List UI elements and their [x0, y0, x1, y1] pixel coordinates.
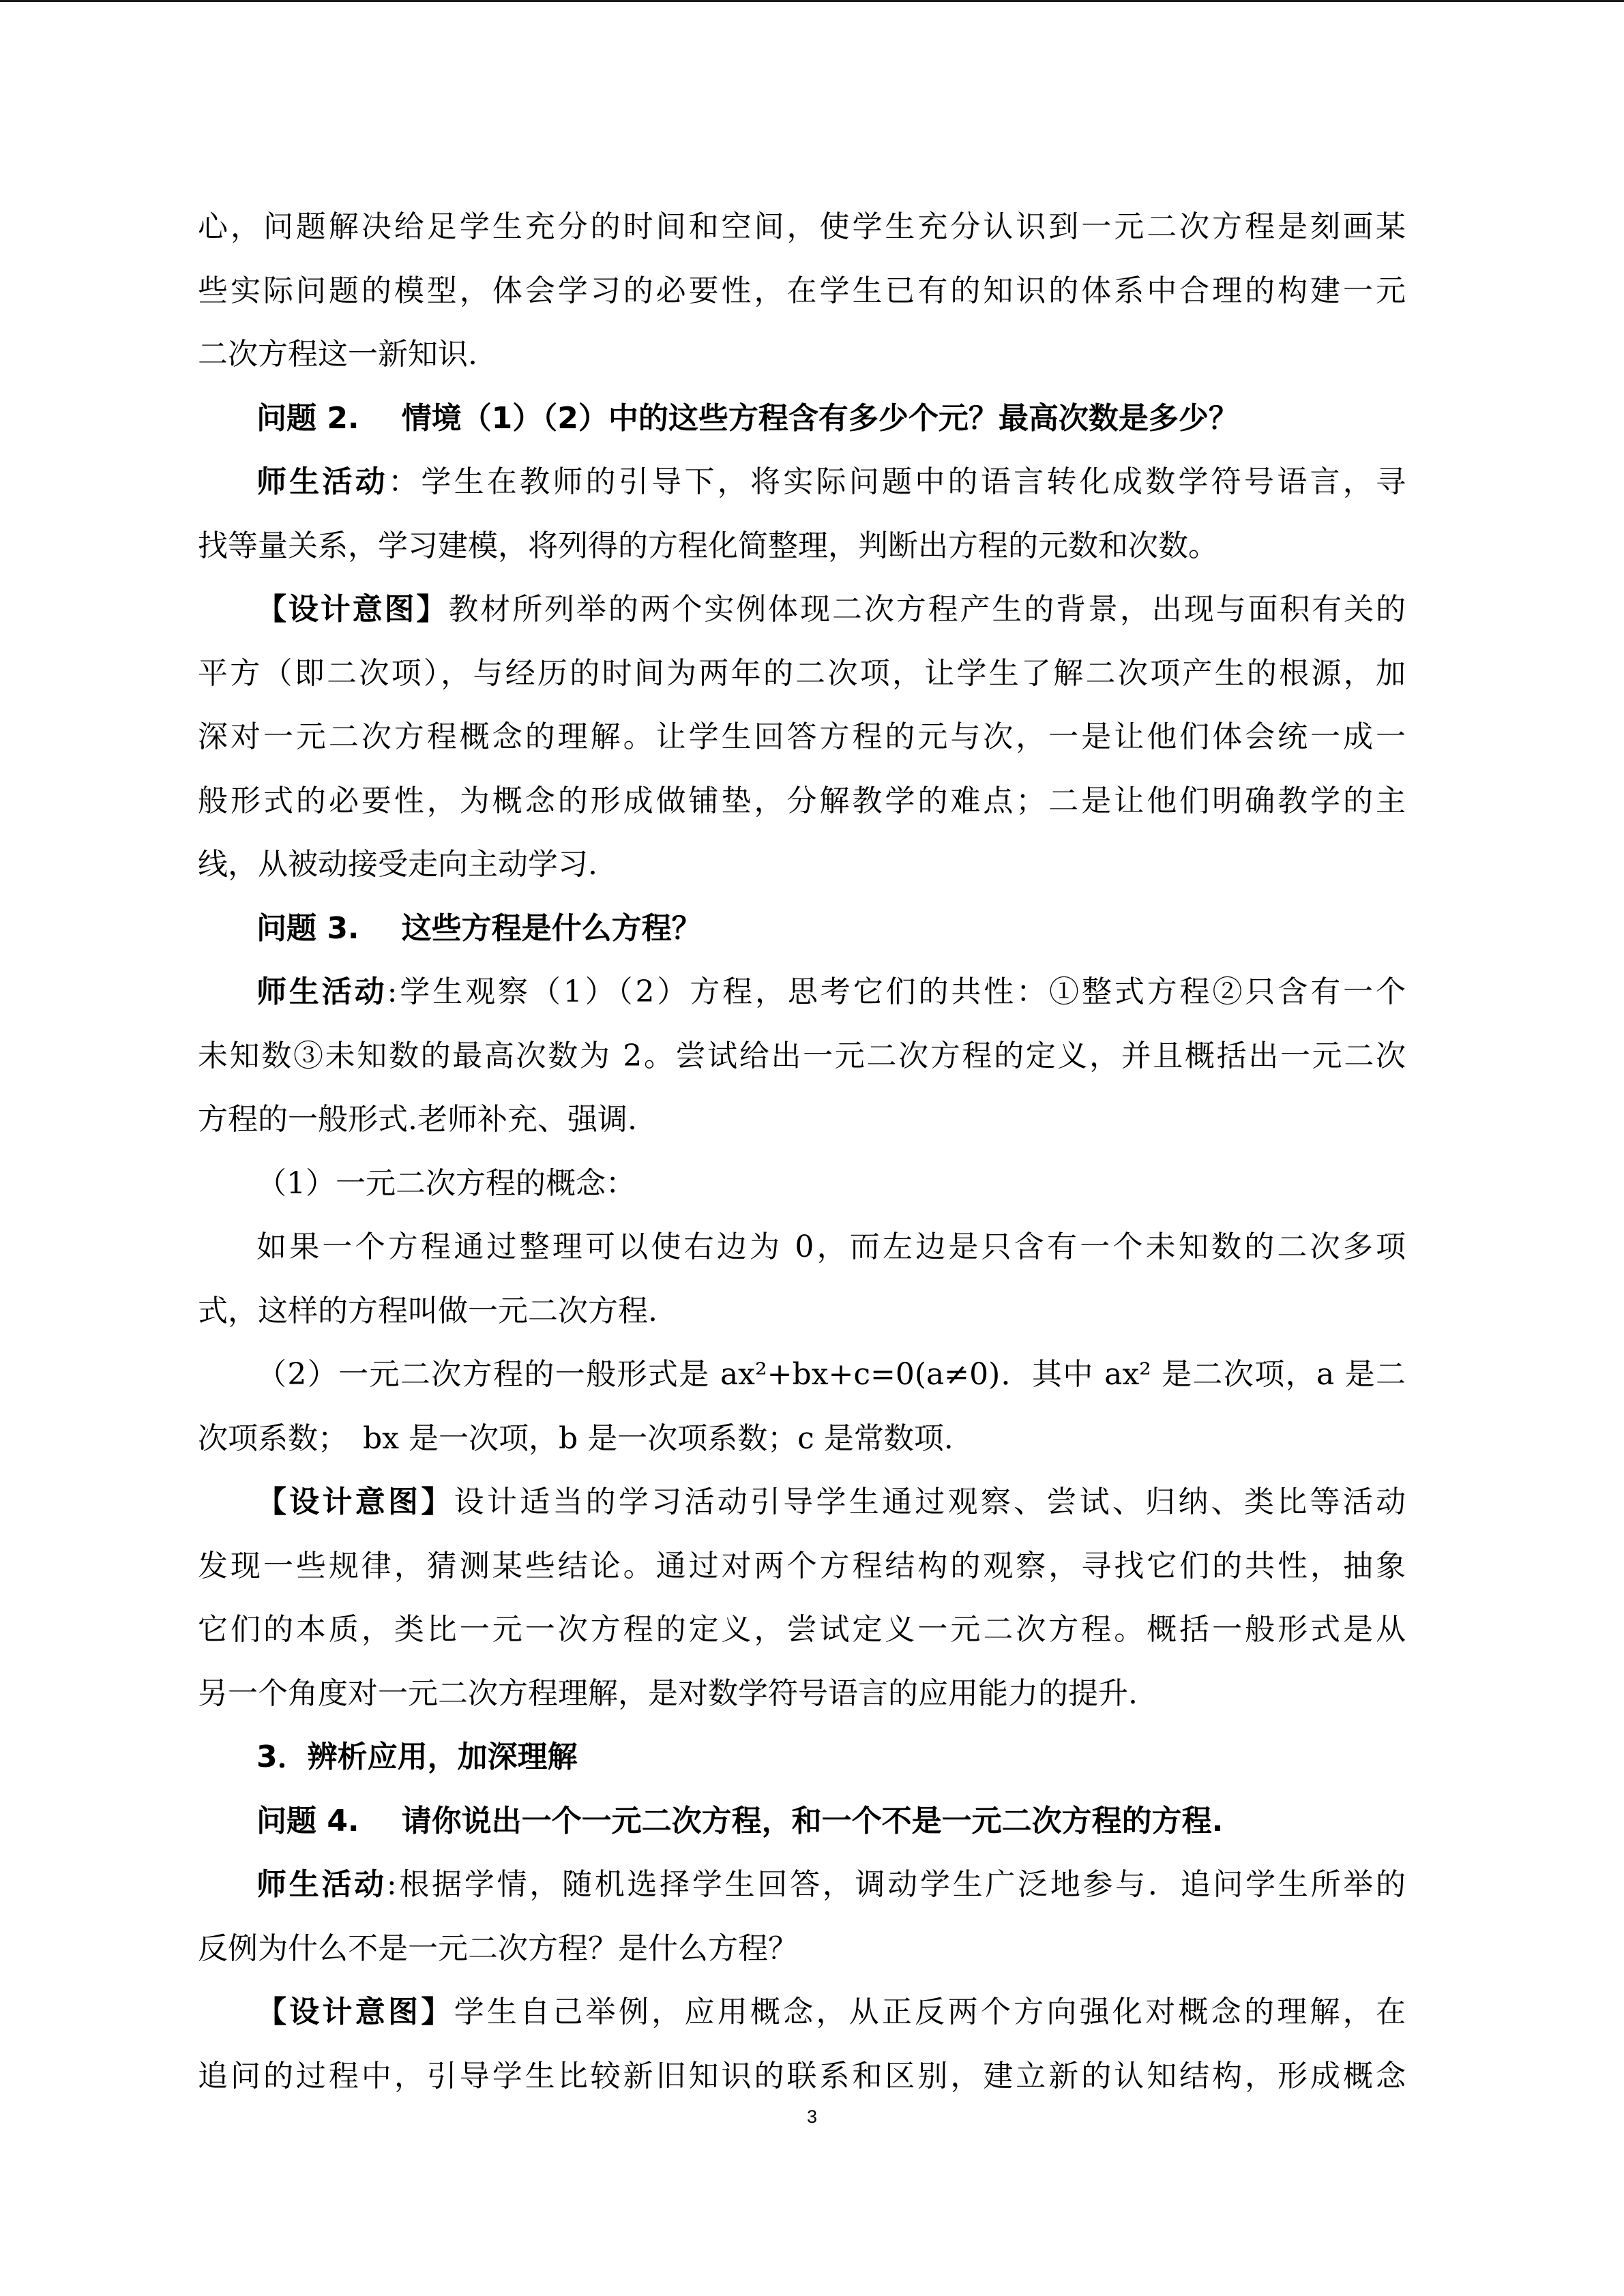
- line-text: 心，问题解决给足学生充分的时间和空间，使学生充分认识到一元二次方程是刻画某: [198, 209, 1406, 244]
- line-text: 另一个角度对一元二次方程理解，是对数学符号语言的应用能力的提升.: [198, 1675, 1138, 1711]
- text-line: [198, 1024, 1406, 1088]
- text-line: [198, 578, 1406, 642]
- line-text: 式，这样的方程叫做一元二次方程.: [198, 1293, 658, 1328]
- text-line: [198, 1215, 1406, 1279]
- line-text: 线，从被动接受走向主动学习.: [198, 847, 597, 882]
- line-text: :根据学情，随机选择学生回答，调动学生广泛地参与．追问学生所举的: [386, 1867, 1406, 1902]
- text-line: [198, 1088, 1406, 1152]
- text-line: [198, 705, 1406, 769]
- line-text: 未知数③未知数的最高次数为 2。尝试给出一元二次方程的定义，并且概括出一元二次: [198, 1038, 1406, 1073]
- line-text: 追问的过程中，引导学生比较新旧知识的联系和区别，建立新的认知结构，形成概念: [198, 2058, 1406, 2093]
- line-text: 深对一元二次方程概念的理解。让学生回答方程的元与次，一是让他们体会统一成一: [198, 719, 1406, 754]
- design-intent-label: 【设计意图】: [256, 1485, 454, 1519]
- line-text: 找等量关系，学习建模，将列得的方程化简整理，判断出方程的元数和次数。: [198, 528, 1218, 563]
- design-intent-label: 【设计意图】: [256, 1995, 454, 2029]
- line-text: 反例为什么不是一元二次方程？是什么方程？: [198, 1930, 798, 1966]
- document-body: [198, 195, 1406, 2108]
- line-text: （1）一元二次方程的概念：: [256, 1165, 636, 1201]
- question-text: 请你说出一个一元二次方程，和一个不是一元二次方程的方程.: [401, 1803, 1224, 1838]
- activity-label: 师生活动: [256, 974, 387, 1009]
- question-label: 问题 2.: [256, 400, 359, 436]
- line-text: 些实际问题的模型，体会学习的必要性，在学生已有的知识的体系中合理的构建一元: [198, 273, 1406, 308]
- text-line: [198, 2044, 1406, 2108]
- question-label: 问题 3.: [256, 910, 359, 946]
- line-text: 它们的本质，类比一元一次方程的定义，尝试定义一元二次方程。概括一般形式是从: [198, 1612, 1406, 1647]
- text-line: [198, 450, 1406, 514]
- line-text: （2）一元二次方程的一般形式是 ax²+bx+c=0(a≠0)．其中 ax² 是二次项，a 是二: [256, 1357, 1406, 1392]
- line-text: 设计适当的学习活动引导学生通过观察、尝试、归纳、类比等活动: [454, 1485, 1406, 1519]
- line-text: 二次方程这一新知识.: [198, 337, 477, 372]
- line-text: 教材所列举的两个实例体现二次方程产生的背景，出现与面积有关的: [448, 592, 1406, 627]
- text-line: [198, 1470, 1406, 1534]
- question-label: 问题 4.: [256, 1803, 359, 1838]
- text-line: [198, 1662, 1406, 1726]
- text-line: [198, 259, 1406, 323]
- text-line: [198, 833, 1406, 897]
- line-text: 方程的一般形式.老师补充、强调.: [198, 1102, 637, 1137]
- line-text: 学生自己举例，应用概念，从正反两个方向强化对概念的理解，在: [454, 1995, 1406, 2029]
- text-line: [198, 1534, 1406, 1598]
- question-4: [198, 1789, 1406, 1853]
- text-line: [198, 514, 1406, 578]
- activity-label: 师生活动: [256, 464, 389, 499]
- text-line: [198, 1980, 1406, 2044]
- text-line: [198, 323, 1406, 387]
- text-line: [198, 960, 1406, 1024]
- question-2: [198, 387, 1406, 451]
- line-text: 发现一些规律，猜测某些结论。通过对两个方程结构的观察，寻找它们的共性，抽象: [198, 1548, 1406, 1583]
- line-text: 次项系数； bx 是一次项，b 是一次项系数；c 是常数项.: [198, 1420, 954, 1456]
- section-heading-text: 3．辨析应用，加深理解: [256, 1740, 578, 1774]
- text-line: [198, 1343, 1406, 1407]
- definition-title: [198, 1152, 1406, 1216]
- text-line: [198, 1853, 1406, 1917]
- text-line: [198, 1407, 1406, 1471]
- text-line: [198, 642, 1406, 706]
- line-text: 如果一个方程通过整理可以使右边为 0，而左边是只含有一个未知数的二次多项: [256, 1229, 1406, 1264]
- text-line: [198, 1279, 1406, 1343]
- section-heading: [198, 1725, 1406, 1789]
- line-text: :学生观察（1）（2）方程，思考它们的共性：①整式方程②只含有一个: [387, 974, 1406, 1009]
- line-text: 平方（即二次项），与经历的时间为两年的二次项，让学生了解二次项产生的根源，加: [198, 655, 1406, 691]
- text-line: [198, 1598, 1406, 1662]
- activity-label: 师生活动: [256, 1867, 387, 1902]
- line-text: ：学生在教师的引导下，将实际问题中的语言转化成数学符号语言，寻: [388, 464, 1406, 499]
- page-number: 3: [806, 2106, 818, 2127]
- design-intent-label: 【设计意图】: [256, 592, 449, 627]
- text-line: [198, 1917, 1406, 1981]
- text-line: [198, 769, 1406, 833]
- question-3: [198, 897, 1406, 961]
- question-text: 这些方程是什么方程？: [401, 910, 702, 946]
- line-text: 般形式的必要性，为概念的形成做铺垫，分解教学的难点；二是让他们明确教学的主: [198, 783, 1406, 818]
- text-line: [198, 195, 1406, 259]
- page-top-border: [0, 0, 1624, 2]
- question-text: 情境（1）（2）中的这些方程含有多少个元？最高次数是多少？: [401, 400, 1239, 436]
